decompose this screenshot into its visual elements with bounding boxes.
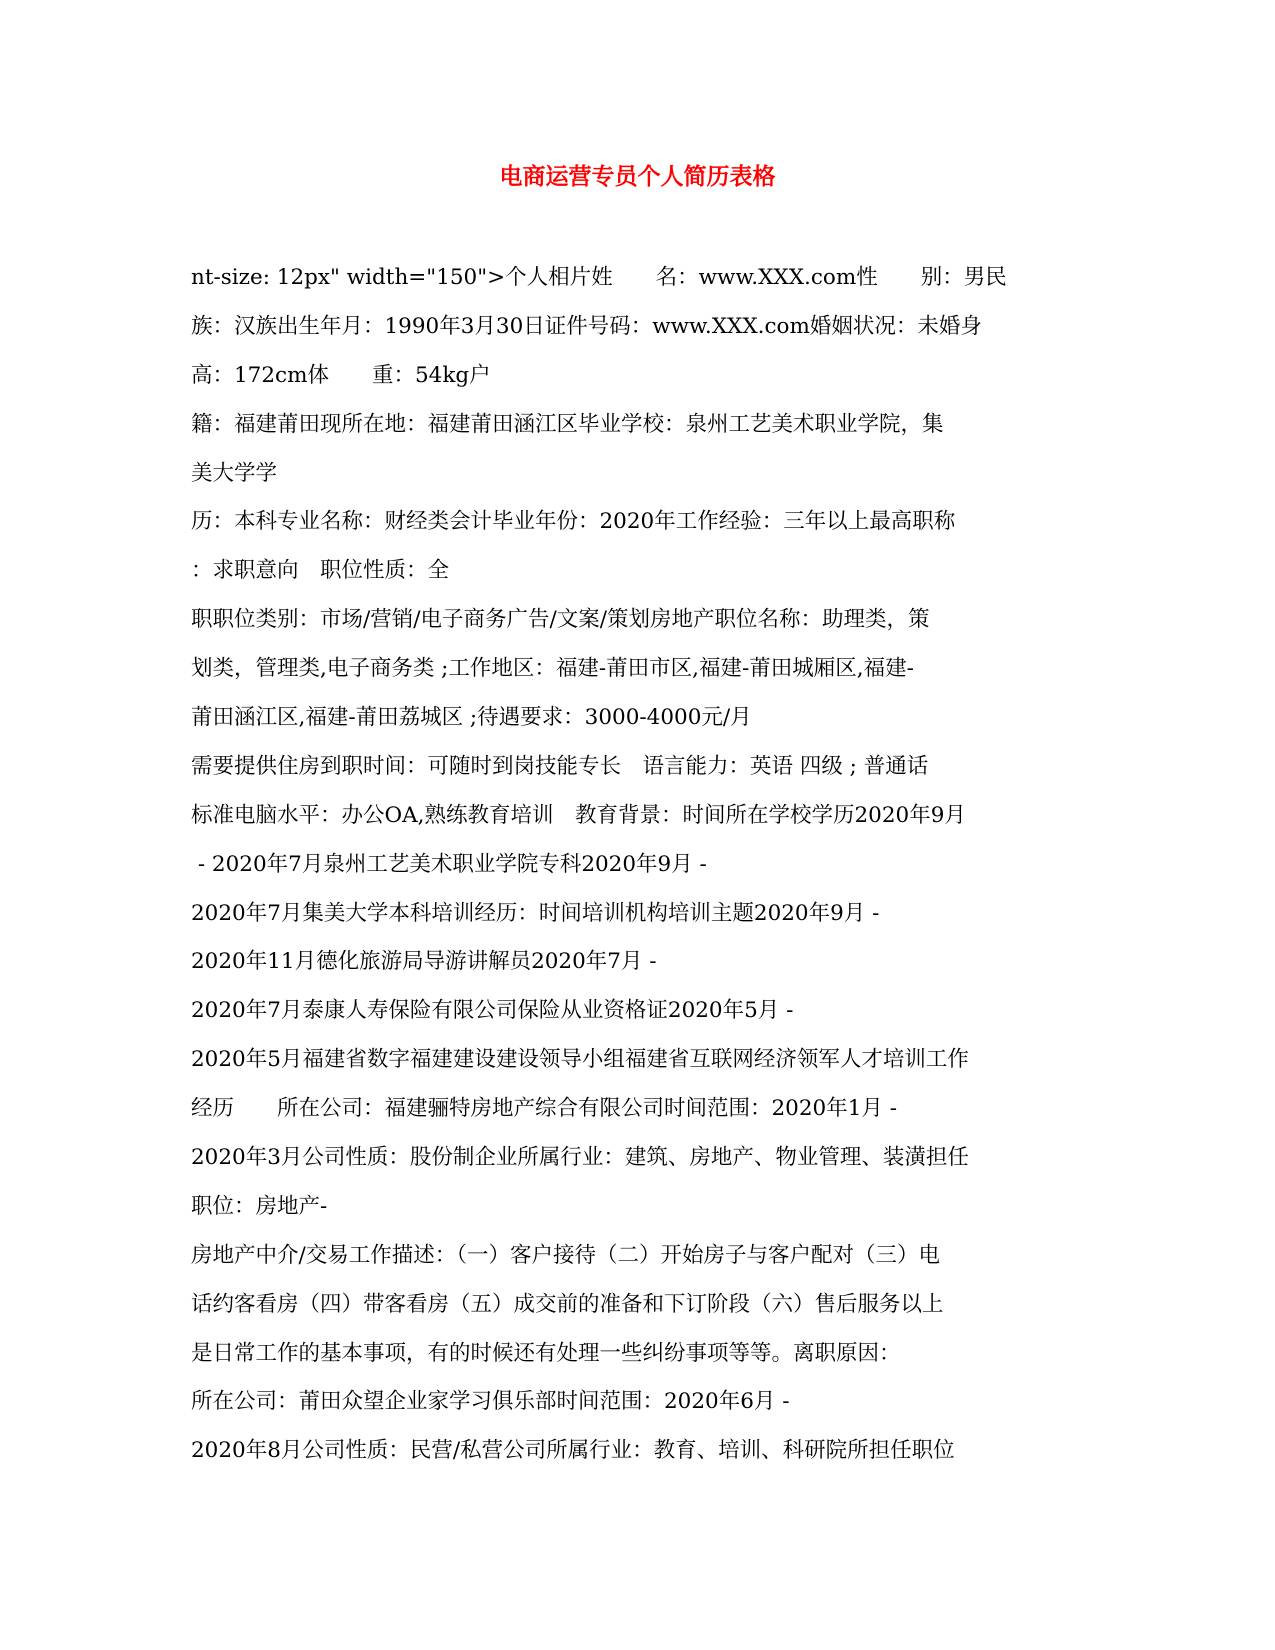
- text-line: 2020年7月泰康人寿保险有限公司保险从业资格证2020年5月 -: [191, 998, 794, 1024]
- text-line: 是日常工作的基本事项，有的时候还有处理一些纠纷事项等等。离职原因：: [191, 1340, 901, 1366]
- text-line: nt-size: 12px" width="150">个人相片姓 名：www.XXX.com性 别：男民: [191, 265, 1007, 290]
- text-line: 美大学学: [191, 460, 278, 486]
- text-line: 莆田涵江区,福建-莆田荔城区 ;待遇要求：3000-4000元/月: [191, 705, 752, 731]
- text-line: 职位：房地产-: [191, 1193, 328, 1219]
- text-line: 2020年8月公司性质：民营/私营公司所属行业：教育、培训、科研院所担任职位: [191, 1438, 955, 1464]
- text-line: 所在公司：莆田众望企业家学习俱乐部时间范围：2020年6月 -: [191, 1389, 790, 1415]
- text-line: 2020年11月德化旅游局导游讲解员2020年7月 -: [191, 949, 657, 975]
- text-line: 2020年5月福建省数字福建建设建设领导小组福建省互联网经济领军人才培训工作: [191, 1047, 969, 1073]
- text-line: 标准电脑水平：办公OA,熟练教育培训 教育背景：时间所在学校学历2020年9月: [191, 802, 966, 828]
- document-title: 电商运营专员个人简历表格: [499, 163, 776, 190]
- text-line: 历：本科专业名称：财经类会计毕业年份：2020年工作经验：三年以上最高职称: [191, 509, 956, 535]
- text-line: 高：172cm体 重：54kg户: [191, 362, 491, 388]
- text-line: - 2020年7月泉州工艺美术职业学院专科2020年9月 -: [191, 851, 707, 877]
- text-line: 话约客看房（四）带客看房（五）成交前的准备和下订阶段（六）售后服务以上: [191, 1291, 944, 1317]
- text-line: 2020年3月公司性质：股份制企业所属行业：建筑、房地产、物业管理、装潢担任: [191, 1145, 969, 1171]
- text-line: 籍：福建莆田现所在地：福建莆田涵江区毕业学校：泉州工艺美术职业学院，集: [191, 411, 944, 437]
- resume-body: [191, 254, 1071, 1476]
- text-line: 经历 所在公司：福建骊特房地产综合有限公司时间范围：2020年1月 -: [191, 1096, 897, 1122]
- text-line: 职职位类别：市场/营销/电子商务广告/文案/策划房地产职位名称：助理类，策: [191, 607, 930, 633]
- text-line: 房地产中介/交易工作描述：（一）客户接待（二）开始房子与客户配对（三）电: [191, 1242, 940, 1268]
- text-line: 需要提供住房到职时间：可随时到岗技能专长 语言能力：英语 四级 ; 普通话: [191, 753, 929, 779]
- text-line: 划类，管理类,电子商务类 ;工作地区：福建-莆田市区,福建-莆田城厢区,福建-: [191, 656, 914, 682]
- text-line: 族：汉族出生年月：1990年3月30日证件号码：www.XXX.com婚姻状况：未婚身: [191, 313, 982, 339]
- text-line: 2020年7月集美大学本科培训经历：时间培训机构培训主题2020年9月 -: [191, 900, 880, 926]
- text-line: ：求职意向 职位性质：全: [191, 558, 450, 584]
